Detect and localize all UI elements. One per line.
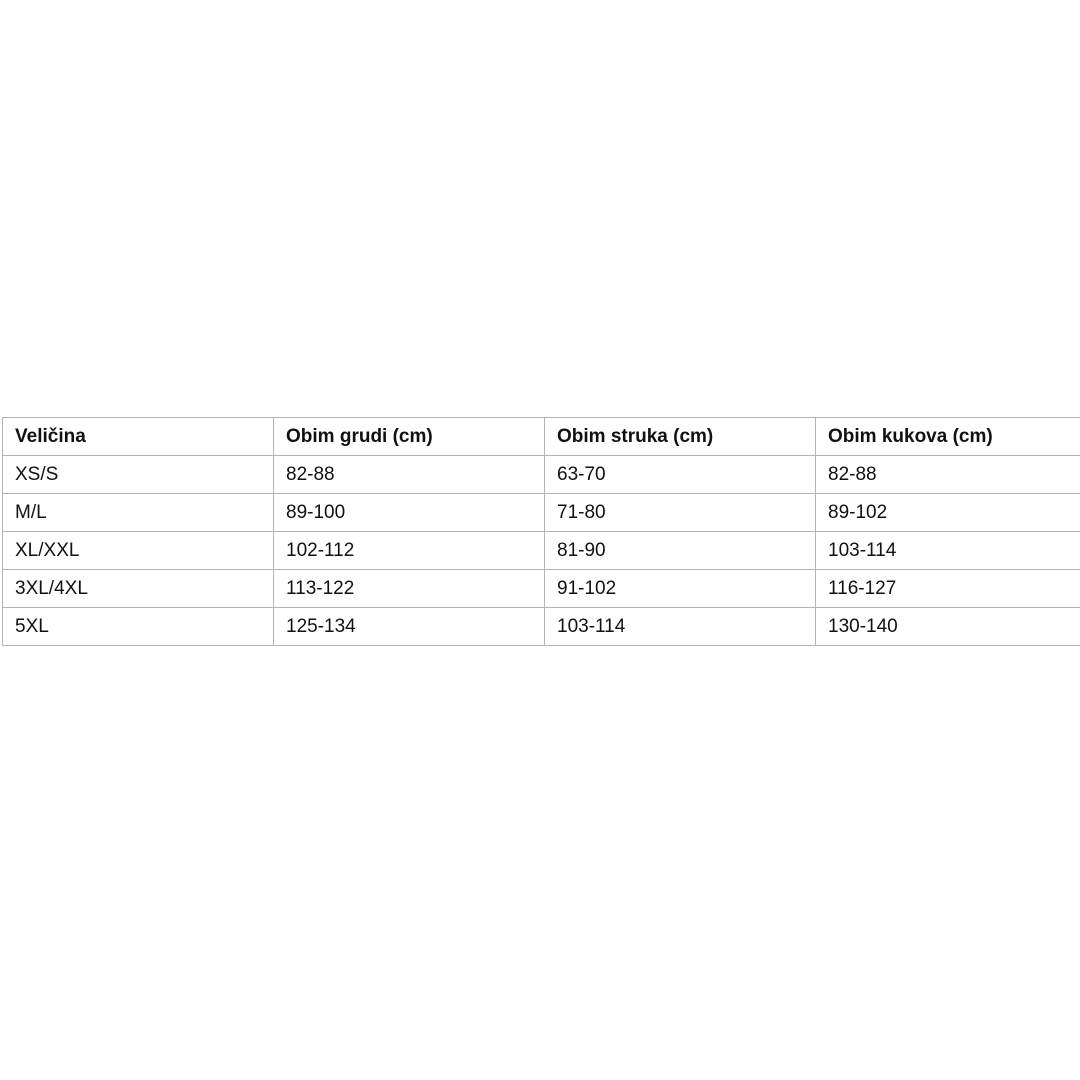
cell-waist: 81-90 [545, 532, 816, 570]
header-waist: Obim struka (cm) [545, 418, 816, 456]
header-size: Veličina [3, 418, 274, 456]
cell-hips: 82-88 [816, 456, 1080, 494]
cell-chest: 82-88 [274, 456, 545, 494]
cell-waist: 63-70 [545, 456, 816, 494]
cell-size: M/L [3, 494, 274, 532]
table-row [3, 608, 1080, 646]
cell-waist: 103-114 [545, 608, 816, 646]
size-chart-table [2, 417, 1080, 646]
table-row [3, 456, 1080, 494]
cell-chest: 102-112 [274, 532, 545, 570]
cell-size: 3XL/4XL [3, 570, 274, 608]
cell-chest: 113-122 [274, 570, 545, 608]
table-row [3, 532, 1080, 570]
cell-chest: 89-100 [274, 494, 545, 532]
header-chest: Obim grudi (cm) [274, 418, 545, 456]
cell-hips: 130-140 [816, 608, 1080, 646]
table-header-row [3, 418, 1080, 456]
cell-size: XS/S [3, 456, 274, 494]
table-row [3, 494, 1080, 532]
header-hips: Obim kukova (cm) [816, 418, 1080, 456]
cell-size: 5XL [3, 608, 274, 646]
cell-waist: 91-102 [545, 570, 816, 608]
table-row [3, 570, 1080, 608]
cell-hips: 103-114 [816, 532, 1080, 570]
cell-waist: 71-80 [545, 494, 816, 532]
cell-hips: 116-127 [816, 570, 1080, 608]
cell-hips: 89-102 [816, 494, 1080, 532]
cell-chest: 125-134 [274, 608, 545, 646]
cell-size: XL/XXL [3, 532, 274, 570]
